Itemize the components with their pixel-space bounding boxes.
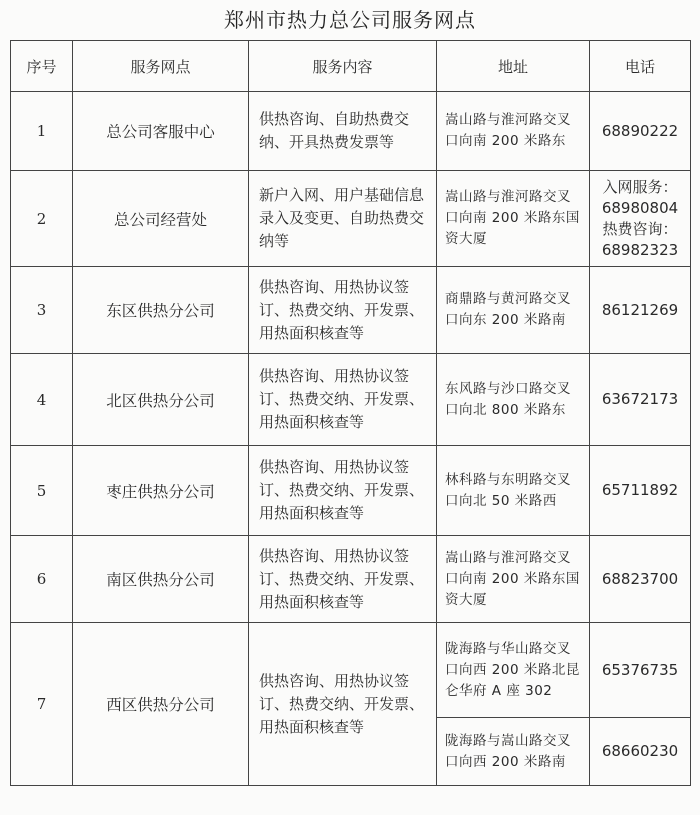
row-index: 1 xyxy=(11,92,73,171)
address: 嵩山路与淮河路交叉口向南 200 米路东国资大厦 xyxy=(437,171,590,267)
address: 嵩山路与淮河路交叉口向南 200 米路东国资大厦 xyxy=(437,536,590,623)
phone-number: 63672173 xyxy=(590,354,691,446)
address: 商鼎路与黄河路交叉口向东 200 米路南 xyxy=(437,267,590,354)
table-row xyxy=(11,623,691,718)
service-point-name: 东区供热分公司 xyxy=(73,267,249,354)
header-address: 地址 xyxy=(437,41,590,92)
table-header-row xyxy=(11,41,691,92)
service-point-name: 总公司客服中心 xyxy=(73,92,249,171)
row-index: 5 xyxy=(11,446,73,536)
service-point-name: 西区供热分公司 xyxy=(73,623,249,786)
service-content: 供热咨询、用热协议签订、热费交纳、开发票、用热面积核查等 xyxy=(249,354,437,446)
service-point-name: 枣庄供热分公司 xyxy=(73,446,249,536)
header-phone: 电话 xyxy=(590,41,691,92)
address: 林科路与东明路交叉口向北 50 米路西 xyxy=(437,446,590,536)
service-content: 供热咨询、用热协议签订、热费交纳、开发票、用热面积核查等 xyxy=(249,446,437,536)
address: 东风路与沙口路交叉口向北 800 米路东 xyxy=(437,354,590,446)
service-content: 供热咨询、自助热费交纳、开具热费发票等 xyxy=(249,92,437,171)
phone-number: 86121269 xyxy=(590,267,691,354)
service-content: 供热咨询、用热协议签订、热费交纳、开发票、用热面积核查等 xyxy=(249,267,437,354)
row-index: 7 xyxy=(11,623,73,786)
phone-fee: 68982323 xyxy=(601,240,679,259)
header-service: 服务内容 xyxy=(249,41,437,92)
address: 陇海路与华山路交叉口向西 200 米路北昆仑华府 A 座 302 xyxy=(437,623,590,718)
table-row xyxy=(11,92,691,171)
row-index: 4 xyxy=(11,354,73,446)
table-row xyxy=(11,446,691,536)
phone-label-fee: 热费咨询： xyxy=(602,219,678,238)
phone-number: 68823700 xyxy=(590,536,691,623)
address: 嵩山路与淮河路交叉口向南 200 米路东 xyxy=(437,92,590,171)
table-row xyxy=(11,354,691,446)
address-secondary: 陇海路与嵩山路交叉口向西 200 米路南 xyxy=(437,718,590,786)
service-content: 新户入网、用户基础信息录入及变更、自助热费交纳等 xyxy=(249,171,437,267)
phone-number xyxy=(590,171,691,267)
phone-number-secondary: 68660230 xyxy=(590,718,691,786)
service-content: 供热咨询、用热协议签订、热费交纳、开发票、用热面积核查等 xyxy=(249,536,437,623)
table-row xyxy=(11,267,691,354)
service-points-table xyxy=(10,40,691,786)
phone-label-network: 入网服务： xyxy=(602,177,678,196)
table-row xyxy=(11,536,691,623)
table-row xyxy=(11,171,691,267)
phone-number: 68890222 xyxy=(590,92,691,171)
service-content: 供热咨询、用热协议签订、热费交纳、开发票、用热面积核查等 xyxy=(249,623,437,786)
phone-network: 68980804 xyxy=(601,198,679,217)
service-point-name: 南区供热分公司 xyxy=(73,536,249,623)
row-index: 2 xyxy=(11,171,73,267)
service-point-name: 总公司经营处 xyxy=(73,171,249,267)
row-index: 6 xyxy=(11,536,73,623)
header-name: 服务网点 xyxy=(73,41,249,92)
header-idx: 序号 xyxy=(11,41,73,92)
phone-number: 65711892 xyxy=(590,446,691,536)
document-title: 郑州市热力总公司服务网点 xyxy=(224,8,476,32)
phone-number: 65376735 xyxy=(590,623,691,718)
row-index: 3 xyxy=(11,267,73,354)
service-point-name: 北区供热分公司 xyxy=(73,354,249,446)
